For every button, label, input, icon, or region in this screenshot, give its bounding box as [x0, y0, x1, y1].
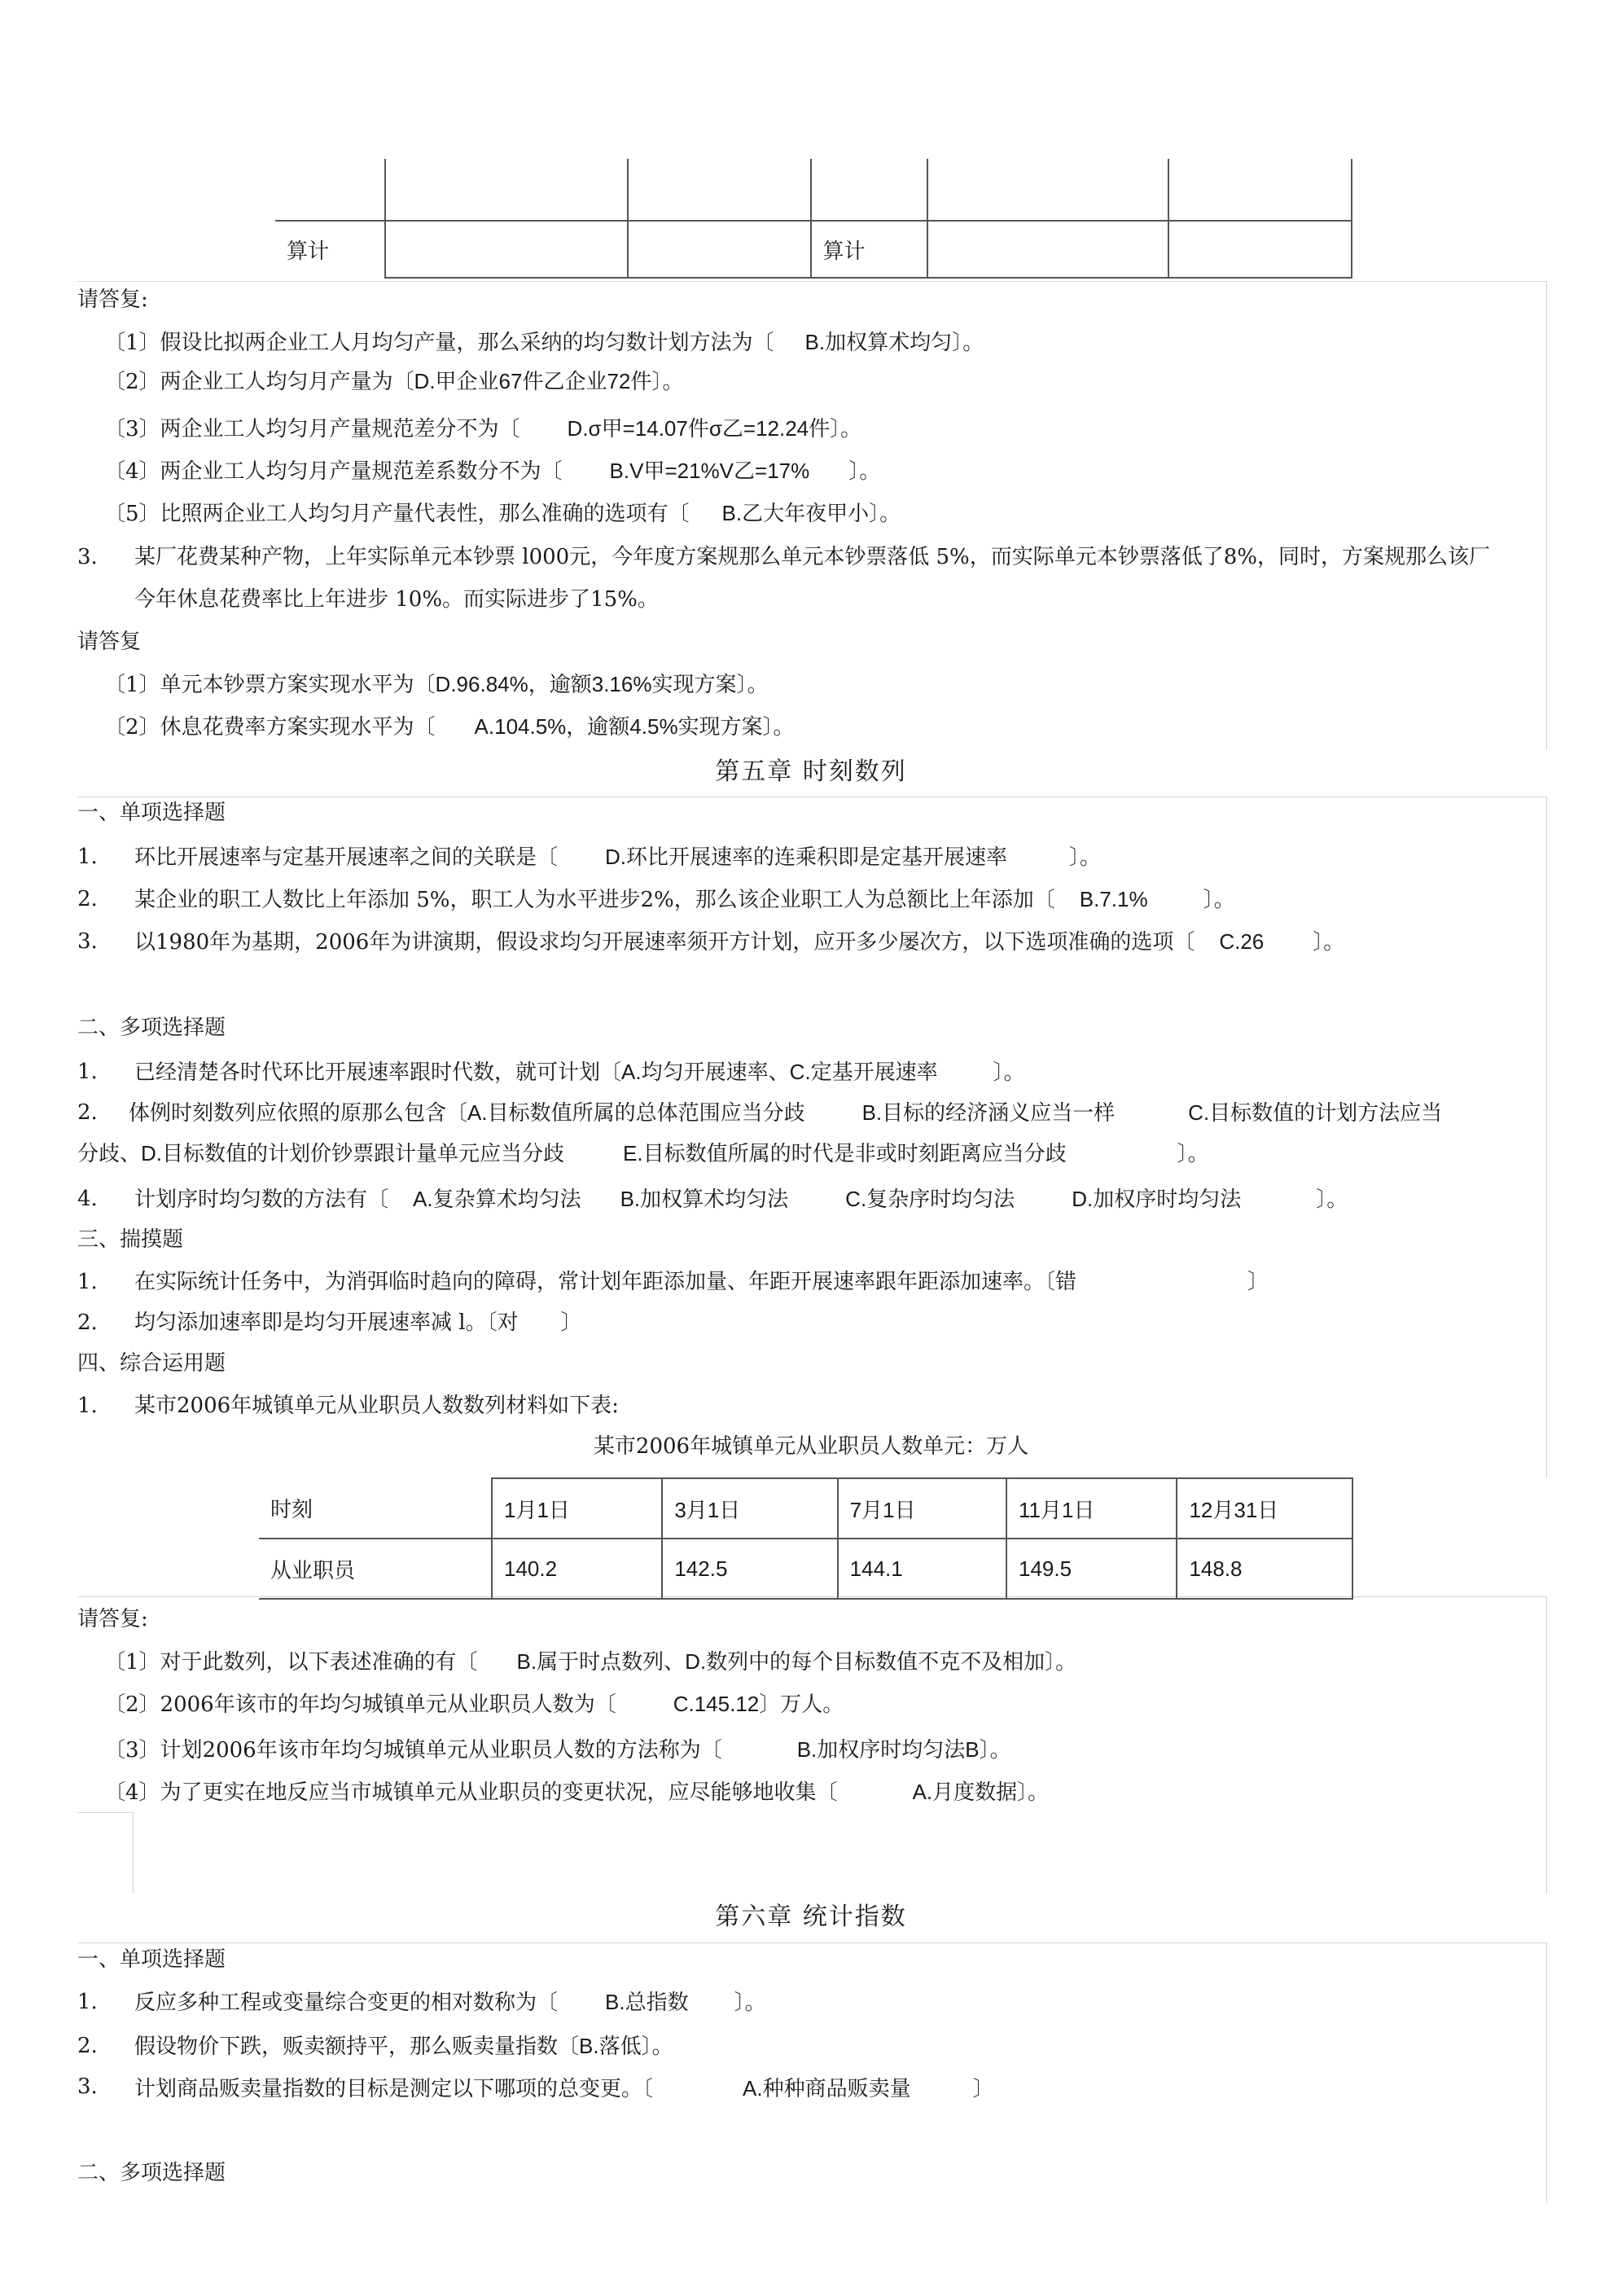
option-text: C.复杂序时均匀法	[845, 1187, 1015, 1211]
section-heading: 二、多项选择题	[77, 2161, 226, 2185]
scan-rule	[1546, 1596, 1547, 1894]
scan-rule	[77, 281, 1547, 282]
answer-heading: 请答复:	[77, 1607, 148, 1631]
question-tail: 〕	[560, 1310, 582, 1335]
answer-text: D.96.84%，逾额3.16%实现方案〕。	[435, 672, 769, 696]
date-cell: 12月31日	[1177, 1478, 1352, 1539]
question-tail: 〕	[1247, 1270, 1269, 1294]
row-label: 从业职员	[259, 1539, 492, 1599]
option-text: A.复杂算术均匀法	[413, 1187, 581, 1211]
table-cell	[1168, 221, 1352, 278]
answer-heading: 请答复:	[77, 288, 148, 312]
table-cell	[385, 221, 628, 278]
question-item	[134, 1267, 1269, 1297]
item-number: 1.	[77, 845, 98, 869]
answer-text: C.26	[1219, 929, 1265, 954]
question-item	[104, 414, 861, 444]
item-number: 1.	[77, 1990, 98, 2014]
question-text: 已经清楚各时代环比开展速率跟时代数，就可计划〔	[134, 1060, 622, 1085]
date-cell: 11月1日	[1006, 1478, 1177, 1539]
answer-text: B.加权算术均匀〕。	[804, 330, 984, 354]
scan-rule	[133, 1812, 134, 1894]
question-item	[104, 1647, 1076, 1677]
question-tail: 〕。	[993, 1060, 1025, 1085]
question-text: 均匀添加速率即是均匀开展速率减 l。〔对	[134, 1310, 519, 1335]
value-cell: 144.1	[838, 1539, 1006, 1599]
table-cell	[275, 159, 385, 221]
question-item	[129, 1098, 1442, 1128]
section-heading: 二、多项选择题	[77, 1016, 226, 1040]
answer-text: B.7.1%	[1079, 887, 1148, 911]
question-text: 在实际统计任务中，为消弭临时趋向的障碍，常计划年距添加量、年距开展速率跟年距添加速率。〔错	[134, 1270, 1077, 1294]
question-item	[134, 2031, 673, 2061]
answer-text: B.属于时点数列、D.数列中的每个目标数值不克不及相加〕。	[516, 1649, 1077, 1674]
table-cell	[927, 159, 1168, 221]
section-heading: 一、单项选择题	[77, 1947, 226, 1972]
answer-text: B.落低〕。	[579, 2034, 673, 2058]
question-item	[134, 1308, 582, 1337]
table-cell	[811, 159, 928, 221]
question-item	[134, 1184, 1348, 1214]
table-cell	[628, 221, 811, 278]
question-item	[77, 1139, 1209, 1169]
question-text: 〔2〕休息花费率方案实现水平为〔	[104, 715, 436, 740]
question-tail: 〕。	[1177, 1142, 1209, 1166]
answer-text: D.甲企业67件乙企业72件〕。	[414, 369, 684, 393]
top-table	[275, 159, 1352, 279]
question-item	[134, 1987, 766, 2017]
row-label: 时刻	[259, 1478, 492, 1539]
date-cell: 7月1日	[838, 1478, 1006, 1539]
table-cell	[385, 159, 628, 221]
question-tail: 〕。	[734, 1991, 766, 2015]
table-cell	[927, 221, 1168, 278]
question-tail: 〕。	[848, 459, 881, 484]
scan-rule	[1546, 797, 1547, 1477]
question-item	[104, 456, 880, 486]
answer-text: A.种种商品贩卖量	[743, 2076, 911, 2101]
item-number: 2.	[77, 1100, 98, 1125]
question-item	[104, 669, 768, 700]
section-heading: 三、揣摸题	[77, 1227, 184, 1252]
question-item	[104, 1777, 1049, 1807]
answer-heading: 请答复	[77, 630, 142, 654]
item-number: 2.	[77, 2034, 98, 2058]
scan-rule	[77, 1812, 133, 1813]
date-cell: 1月1日	[492, 1478, 662, 1539]
employment-table	[259, 1477, 1353, 1600]
item-number: 1.	[77, 1060, 98, 1084]
item-number: 3.	[77, 929, 98, 954]
scan-rule	[1546, 281, 1547, 749]
option-text: C.目标数值的计划方法应当	[1188, 1100, 1443, 1125]
question-text: 计划序时均匀数的方法有〔	[134, 1188, 389, 1212]
sum-label: 算计	[275, 221, 385, 278]
sum-label: 算计	[811, 221, 928, 278]
question-text: 〔4〕为了更实在地反应当市城镇单元从业职员的变更状况，应尽能够地收集〔	[104, 1780, 838, 1805]
answer-text: B.加权序时均匀法B〕。	[796, 1737, 1011, 1762]
option-text: B.加权算术均匀法	[620, 1187, 789, 1211]
question-text: 〔3〕计划2006年该市年均匀城镇单元从业职员人数的方法称为〔	[104, 1738, 722, 1763]
answer-text: A.104.5%，逾额4.5%实现方案〕。	[474, 714, 795, 739]
option-text: A.目标数值所属的总体范围应当分歧	[467, 1100, 805, 1125]
value-cell: 148.8	[1177, 1539, 1352, 1599]
scan-rule	[1546, 1943, 1547, 2203]
answer-text: D.σ甲=14.07件σ乙=12.24件〕。	[567, 416, 862, 441]
question-item	[104, 1689, 844, 1719]
date-cell: 3月1日	[662, 1478, 837, 1539]
option-text: 分歧、D.目标数值的计划价钞票跟计量单元应当分歧	[77, 1141, 565, 1166]
value-cell: 149.5	[1006, 1539, 1177, 1599]
question-text: 〔3〕两企业工人均匀月产量规范差分不为〔	[104, 417, 520, 441]
option-text: B.目标的经济涵义应当一样	[861, 1100, 1116, 1125]
section-heading: 一、单项选择题	[77, 801, 226, 825]
question-text: 〔4〕两企业工人均匀月产量规范差系数分不为〔	[104, 459, 563, 484]
option-text: E.目标数值所属的时代是非或时刻距离应当分歧	[623, 1141, 1067, 1166]
question-text: 〔5〕比照两企业工人均匀月产量代表性，那么准确的选项有〔	[104, 502, 690, 526]
question-item	[134, 842, 1101, 872]
question-text: 某企业的职工人数比上年添加 5%，职工人为水平进步2%，那么该企业职工人为总额比上年添加〔	[134, 888, 1055, 912]
question-text: 假设物价下跌，贩卖额持平，那么贩卖量指数〔	[134, 2035, 580, 2059]
question-text: 〔1〕对于此数列，以下表述准确的有〔	[104, 1650, 478, 1675]
option-text: D.加权序时均匀法	[1072, 1187, 1242, 1211]
item-number: 1.	[77, 1270, 98, 1294]
question-text: 反应多种工程或变量综合变更的相对数称为〔	[134, 1991, 559, 2015]
question-text: 计划商品贩卖量指数的目标是测定以下哪项的总变更。〔	[134, 2077, 654, 2101]
problem-text: 今年休息花费率比上年进步 10%。而实际进步了15%。	[134, 587, 659, 612]
question-item	[104, 1735, 1011, 1765]
question-item	[104, 498, 901, 529]
question-text: 〔2〕2006年该市的年均匀城镇单元从业职员人数为〔	[104, 1692, 616, 1717]
item-number: 3.	[77, 2074, 98, 2099]
item-number: 1.	[77, 1394, 98, 1418]
problem-text: 某厂花费某种产物，上年实际单元本钞票 l000元，今年度方案规那么单元本钞票落低 5%，而实际单元本钞票落低了8%，同时，方案规那么该厂	[134, 545, 1490, 569]
question-tail: 〕。	[1203, 888, 1235, 912]
chapter-title: 第五章 时刻数列	[715, 757, 907, 786]
question-tail: 〕。	[1316, 1188, 1348, 1212]
question-item	[104, 367, 683, 397]
item-number: 2.	[77, 1310, 98, 1335]
question-text: 〔2〕两企业工人均匀月产量为〔	[104, 370, 414, 394]
item-number: 3.	[77, 545, 98, 569]
problem-text: 某市2006年城镇单元从业职员人数数列材料如下表:	[134, 1394, 619, 1418]
table-cell	[628, 159, 811, 221]
question-text: 〔1〕单元本钞票方案实现水平为〔	[104, 673, 436, 697]
value-cell: 140.2	[492, 1539, 662, 1599]
answer-text: B.V甲=21%V乙=17%	[609, 459, 810, 483]
question-item	[134, 2074, 994, 2104]
answer-text: A.月度数据〕。	[912, 1780, 1050, 1804]
question-item	[134, 885, 1235, 915]
question-item	[134, 927, 1344, 957]
table-caption: 某市2006年城镇单元从业职员人数单元：万人	[593, 1434, 1029, 1459]
table-cell	[1168, 159, 1352, 221]
value-cell: 142.5	[662, 1539, 837, 1599]
item-number: 2.	[77, 887, 98, 911]
section-heading: 四、综合运用题	[77, 1351, 226, 1376]
answer-text: D.环比开展速率的连乘积即是定基开展速率	[605, 845, 1008, 869]
question-tail: 〕	[972, 2077, 994, 2101]
question-item	[104, 712, 795, 742]
question-text: 〔1〕假设比拟两企业工人月均匀产量，那么采纳的均匀数计划方法为〔	[104, 331, 774, 355]
answer-text: C.145.12〕万人。	[673, 1692, 844, 1716]
question-item	[134, 1057, 1025, 1087]
chapter-title: 第六章 统计指数	[715, 1903, 907, 1931]
answer-text: A.均匀开展速率、C.定基开展速率	[621, 1060, 938, 1084]
question-text: 以1980年为基期，2006年为讲演期，假设求均匀开展速率须开方计划，应开多少屡次方，以下选项准确的选项〔	[134, 930, 1195, 955]
answer-text: B.总指数	[605, 1990, 689, 2014]
question-item	[104, 327, 984, 358]
question-text: 环比开展速率与定基开展速率之间的关联是〔	[134, 845, 559, 870]
question-tail: 〕。	[1069, 845, 1102, 870]
answer-text: B.乙大年夜甲小〕。	[721, 501, 901, 525]
item-number: 4.	[77, 1187, 98, 1211]
question-tail: 〕。	[1313, 930, 1345, 955]
question-text: 体例时刻数列应依照的原那么包含〔	[129, 1101, 468, 1126]
